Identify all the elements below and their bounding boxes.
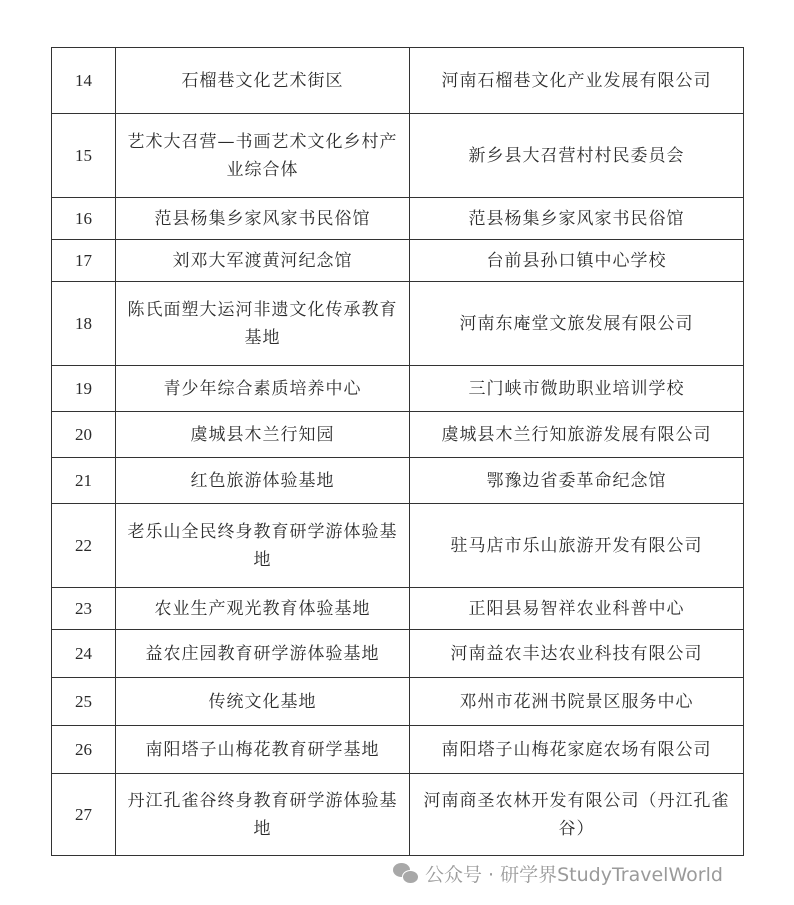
table-row (52, 458, 744, 504)
row-number: 25 (52, 678, 116, 726)
organization-name: 范县杨集乡家风家书民俗馆 (410, 198, 744, 240)
table-row (52, 726, 744, 774)
organization-name: 河南石榴巷文化产业发展有限公司 (410, 48, 744, 114)
table-row (52, 282, 744, 366)
table-row (52, 114, 744, 198)
row-number: 16 (52, 198, 116, 240)
row-number: 24 (52, 630, 116, 678)
organization-name: 驻马店市乐山旅游开发有限公司 (410, 504, 744, 588)
row-number: 19 (52, 366, 116, 412)
row-number: 15 (52, 114, 116, 198)
base-name: 刘邓大军渡黄河纪念馆 (116, 240, 410, 282)
watermark (393, 860, 723, 887)
base-list-table (51, 47, 744, 856)
base-name: 传统文化基地 (116, 678, 410, 726)
row-number: 14 (52, 48, 116, 114)
row-number: 22 (52, 504, 116, 588)
row-number: 17 (52, 240, 116, 282)
organization-name: 台前县孙口镇中心学校 (410, 240, 744, 282)
table-row (52, 240, 744, 282)
table-body (52, 48, 744, 856)
base-name: 艺术大召营—书画艺术文化乡村产业综合体 (116, 114, 410, 198)
table-row (52, 678, 744, 726)
organization-name: 河南东庵堂文旅发展有限公司 (410, 282, 744, 366)
organization-name: 正阳县易智祥农业科普中心 (410, 588, 744, 630)
base-name: 石榴巷文化艺术街区 (116, 48, 410, 114)
row-number: 27 (52, 774, 116, 856)
row-number: 21 (52, 458, 116, 504)
organization-name: 新乡县大召营村村民委员会 (410, 114, 744, 198)
wechat-icon (393, 863, 419, 885)
base-name: 老乐山全民终身教育研学游体验基地 (116, 504, 410, 588)
table-row (52, 630, 744, 678)
organization-name: 虞城县木兰行知旅游发展有限公司 (410, 412, 744, 458)
organization-name: 鄂豫边省委革命纪念馆 (410, 458, 744, 504)
organization-name: 南阳塔子山梅花家庭农场有限公司 (410, 726, 744, 774)
base-name: 虞城县木兰行知园 (116, 412, 410, 458)
base-name: 红色旅游体验基地 (116, 458, 410, 504)
row-number: 18 (52, 282, 116, 366)
organization-name: 河南益农丰达农业科技有限公司 (410, 630, 744, 678)
row-number: 20 (52, 412, 116, 458)
organization-name: 河南商圣农林开发有限公司（丹江孔雀谷） (410, 774, 744, 856)
table-row (52, 504, 744, 588)
row-number: 23 (52, 588, 116, 630)
base-name: 农业生产观光教育体验基地 (116, 588, 410, 630)
table-row (52, 774, 744, 856)
table-row (52, 366, 744, 412)
base-name: 范县杨集乡家风家书民俗馆 (116, 198, 410, 240)
table-row (52, 588, 744, 630)
base-name: 青少年综合素质培养中心 (116, 366, 410, 412)
organization-name: 邓州市花洲书院景区服务中心 (410, 678, 744, 726)
row-number: 26 (52, 726, 116, 774)
base-name: 益农庄园教育研学游体验基地 (116, 630, 410, 678)
base-name: 南阳塔子山梅花教育研学基地 (116, 726, 410, 774)
base-name: 陈氏面塑大运河非遗文化传承教育基地 (116, 282, 410, 366)
base-name: 丹江孔雀谷终身教育研学游体验基地 (116, 774, 410, 856)
table-row (52, 412, 744, 458)
watermark-text: 公众号 · 研学界StudyTravelWorld (425, 864, 723, 886)
table-row (52, 48, 744, 114)
organization-name: 三门峡市微助职业培训学校 (410, 366, 744, 412)
table-row (52, 198, 744, 240)
